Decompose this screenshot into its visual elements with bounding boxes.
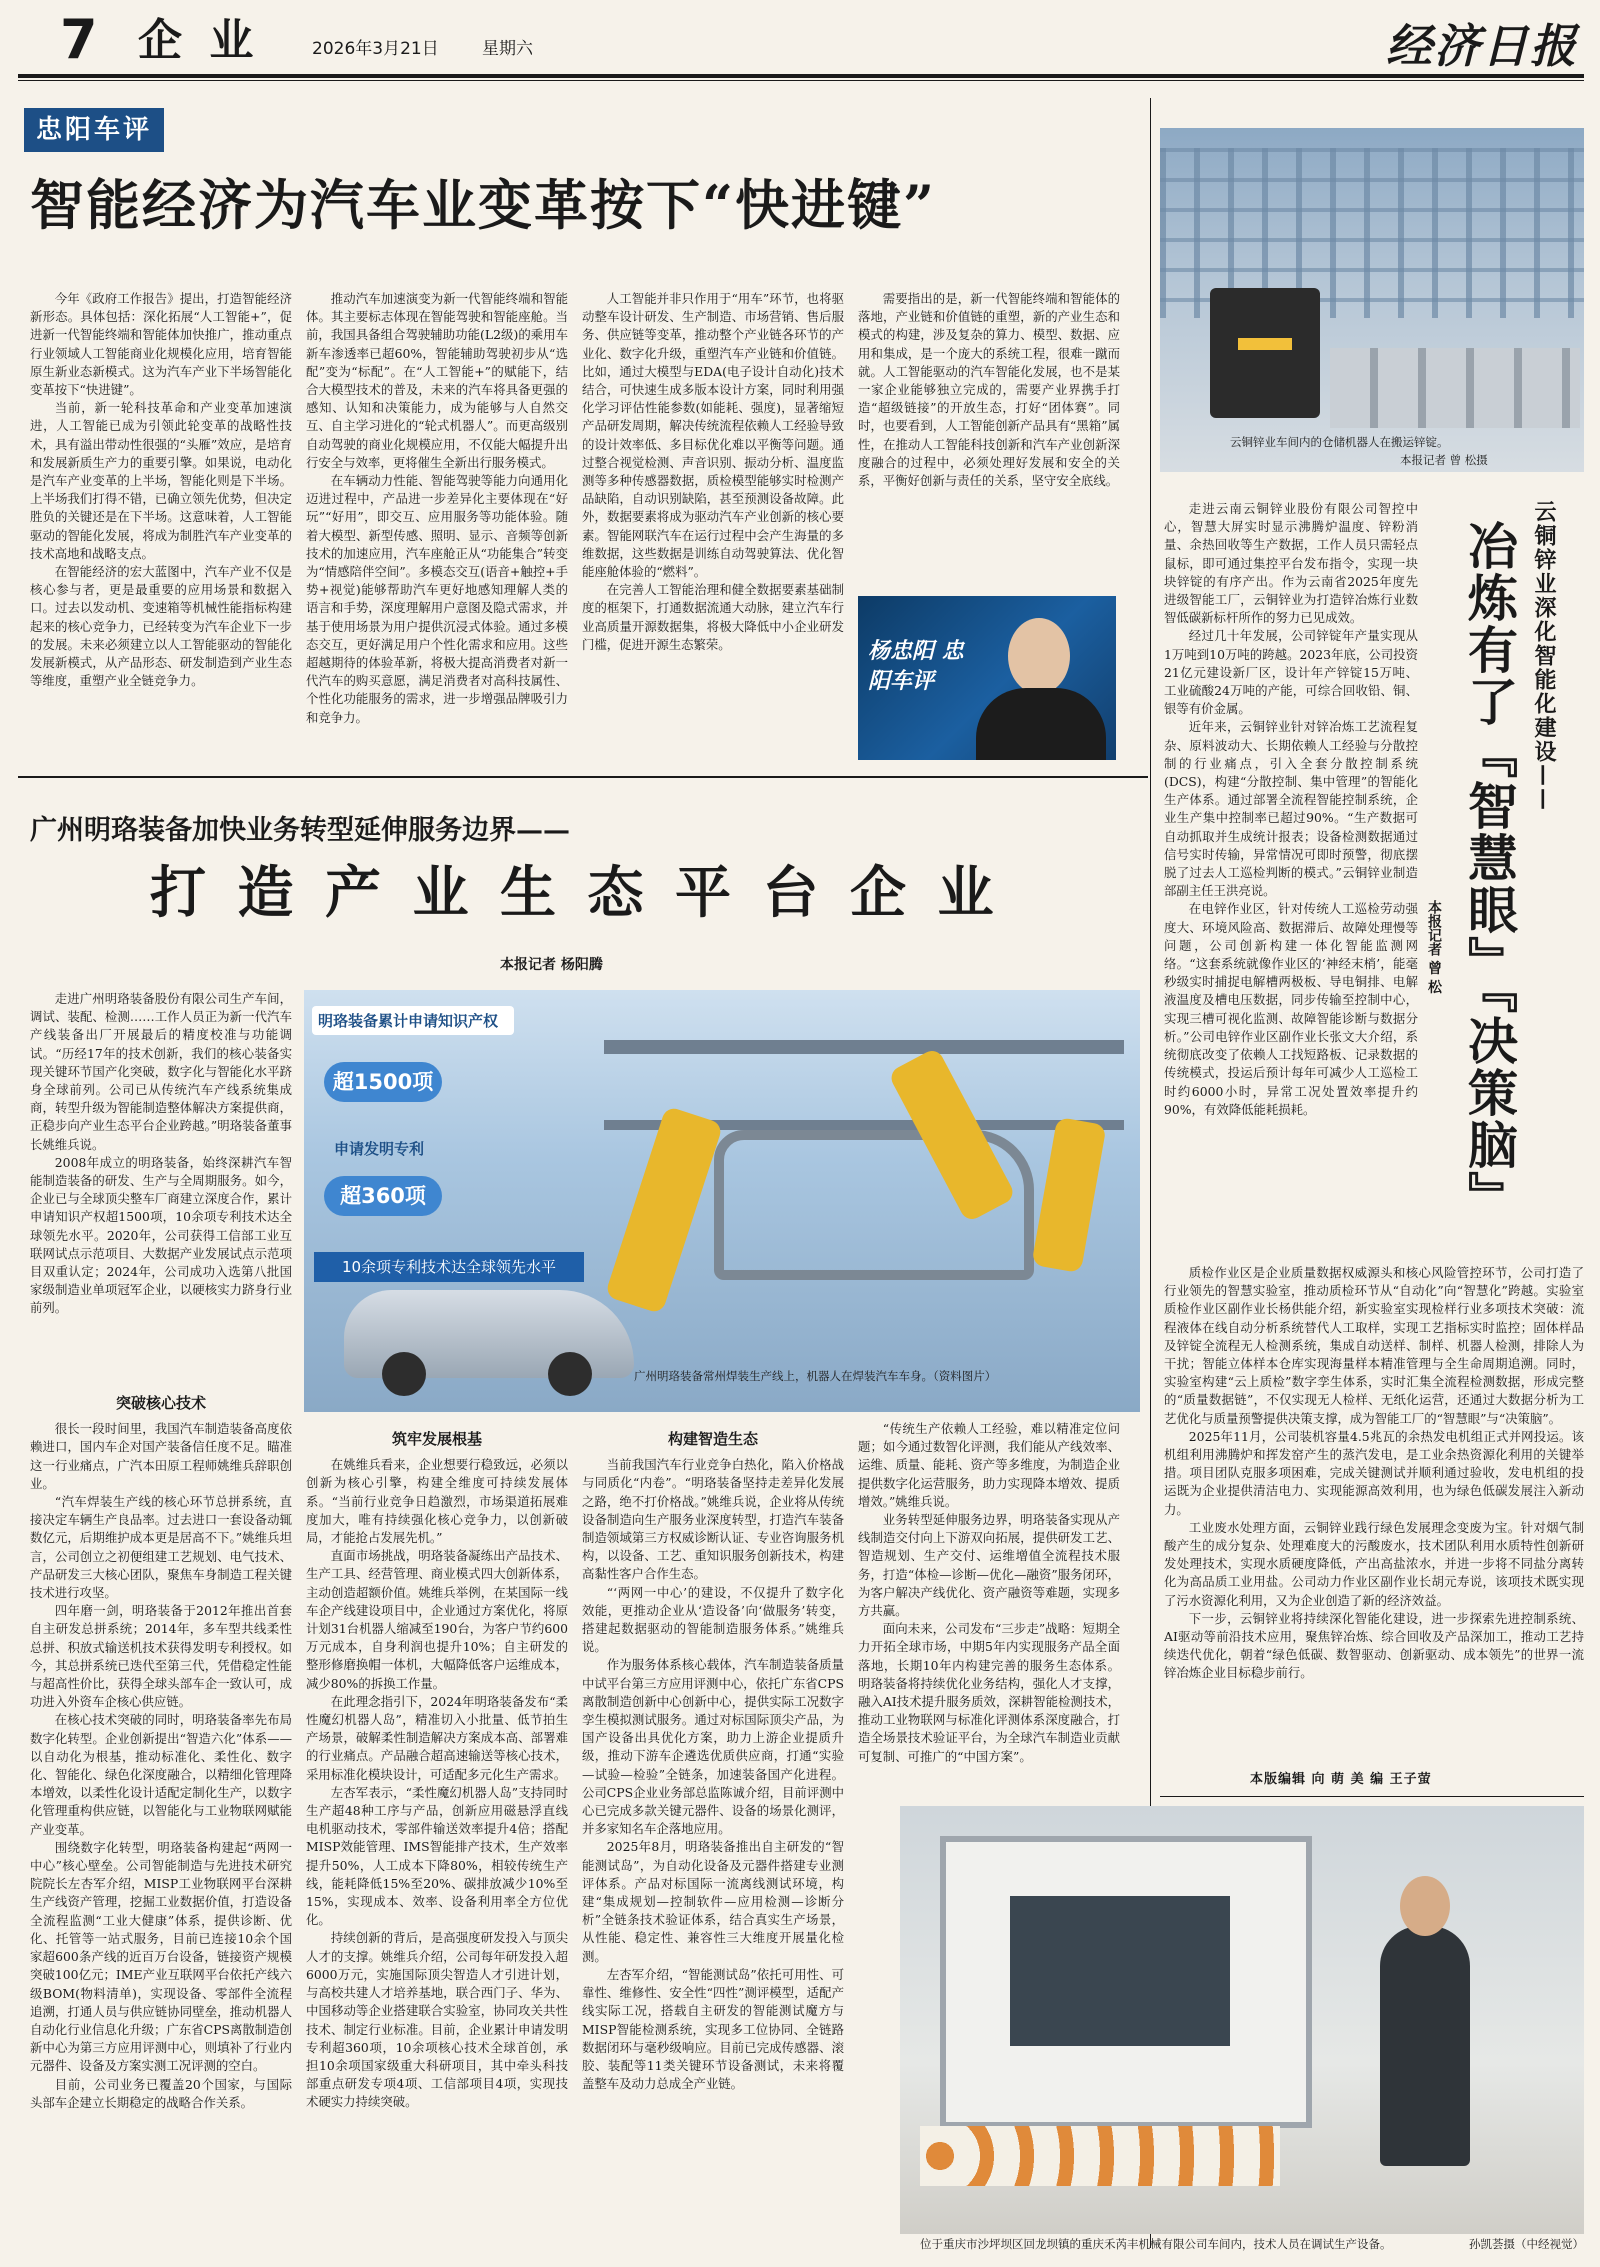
portrait-head [1008, 618, 1070, 694]
zinc-ingot-stacks [1330, 348, 1580, 428]
article2-paragraph: 围绕数字化转型，明珞装备构建起“两网一中心”核心壁垒。公司智能制造与先进技术研究院院长左杏军介绍，MISP工业物联网平台深耕生产线资产管理，挖掘工业数据价值，打造设备全流程监测“工业大健康”体系，提供诊断、优化、托管等一站式服务，目前已连接10余个国家超600条产线的近百万台设备，链接资产规模突破100亿元；IME产业互联网平台依托产线六级BOM(物料清单)，实现设备、零部件全流程追溯，打通人员与供应链协同壁垒，推动机器人自动化行业信息化升级；广东省CPS离散制造创新中心为第三方应用评测中心，则填补了行业内元器件、设备及方案实测工况评测的空白。 [30, 1839, 292, 2074]
robot-arm [1031, 1117, 1106, 1273]
article1-paragraph: 需要指出的是，新一代智能终端和智能体的落地，产业链和价值链的重塑，新的产业生态和模式的构建，涉及复杂的算力、模型、数据、应用和集成，是一个庞大的系统工程，很难一蹴而就。人工智能驱动的汽车智能化发展，也不是某一家企业能够独立完成的，需要产业界携手打造“超级链接”的开放生态，打好“团体赛”。同时，也要看到，人工智能创新产品具有“黑箱”属性，在推动人工智能科技创新和汽车产业创新深度融合的过程中，必须处理好发展和安全的关系，平衡好创新与责任的关系，坚守安全底线。 [858, 291, 1120, 489]
article1-paragraph: 在车辆动力性能、智能驾驶等能力向通用化迈进过程中，产品进一步差异化主要体现在“好玩”“好用”，即交互、应用服务等功能体验。随着大模型、新型传感、照明、显示、音频等创新技术的加速应用，汽车座舱正从“功能集合”转变为“情感陪伴空间”。多模态交互(语音+触控+手势+视觉)能够帮助汽车更好地感知理解人类的语言和手势，深度理解用户意图及隐式需求，并基于使用场景为用户提供沉浸式体验。通过多模态交互，更好满足用户个性化需求和应用。这些超越期待的体验革新，将极大提高消费者对新一代汽车的购买意愿，满足消费者对高科技属性、个性化功能服务的需求，进一步增强品牌吸引力和竞争力。 [306, 473, 568, 725]
article1-paragraph: 推动汽车加速演变为新一代智能终端和智能体。其主要标志体现在智能驾驶和智能座舱。当前，我国具备组合驾驶辅助功能(L2级)的乘用车新车渗透率已超60%，智能辅助驾驶初步从“选配”变为“标配”。在“人工智能+”的赋能下，结合大模型技术的普及，未来的汽车将具备更强的感知、认知和决策能力，成为能够与人自然交互、自主学习进化的“轮式机器人”。而更高级别自动驾驶的商业化规模应用，不仅能大幅提升出行安全与效率，更将催生全新出行服务模式。 [306, 291, 568, 470]
article1-paragraph: 当前，新一轮科技革命和产业变革加速演进，人工智能已成为引领此轮变革的战略性技术，具有溢出带动性很强的“头雁”效应，是培育和发展新质生产力的重要引擎。如果说，电动化是汽车产业变革的上半场，智能化则是下半场。上半场我们打得不错，已确立领先优势，但决定胜负的关键还是在下半场。这意味着，人工智能驱动的智能化发展，将成为制胜汽车产业变革的技术高地和战略支点。 [30, 400, 292, 561]
article3-paragraph: 质检作业区是企业质量数据权威源头和核心风险管控环节，公司打造了行业领先的智慧实验室，推动质检环节从“自动化”向“智慧化”跨越。实验室质检作业区副作业长杨供能介绍，新实验室实现检样行业多项技术突破：流程液体在线自动分析系统替代人工取样，实现工艺指标实时监控；固体样品及锌锭全流程无人检测系统，集成自动送样、制样、机器人检测，排除人为干扰；智能立体样本仓库实现海量样本精准管理与全生命周期追溯。同时，实验室构建“云上质检”数字孪生体系，实时汇集全流程检测数据，形成完整的“质量数据链”，不仅实现无人检样、无纸化运营，还通过大数据分析为工艺优化与质量预警提供决策支撑，成为智能工厂的“智慧眼”与“决策脑”。 [1164, 1265, 1584, 1426]
article3-paragraph: 在电锌作业区，针对传统人工巡检劳动强度大、环境风险高、数据滞后、故障处理慢等问题，公司创新构建一体化智能监测网络。“这套系统就像作业区的‘神经末梢’，能毫秒级实时捕捉电解槽两极板、导电铜排、电解液温度及槽电压数据，同步传输至控制中心，实现三槽可视化监测、故障智能诊断与数据分析。”公司电锌作业区副作业长张文大介绍，系统彻底改变了依赖人工找短路板、记录数据的传统模式，投运后预计每年可减少人工巡检工时约6000小时，异常工况处置效率提升约90%，有效降低能耗损耗。 [1164, 901, 1418, 1117]
article2-column-4 [858, 1420, 1120, 1780]
factory-gantry [604, 1040, 1124, 1054]
press-machine-window [1010, 1896, 1230, 2046]
article3-paragraph: 2025年11月，公司装机容量4.5兆瓦的余热发电机组正式并网投运。该机组利用沸腾炉和挥发窑产生的蒸汽发电，是工业余热资源化利用的关键举措。项目团队克服多项困难，完成关键测试并顺利通过验收，发电机组的投运既为企业提供清洁电力、实现能源高效利用，也为绿色低碳发展注入新动力。 [1164, 1428, 1584, 1517]
newspaper-logo: 经济日报 [1386, 19, 1578, 73]
article3-paragraph: 下一步，云铜锌业将持续深化智能化建设，进一步探索先进控制系统、AI驱动等前沿技术应用，聚焦锌冶炼、综合回收及产品深加工，推动工艺持续迭代优化，朝着“绿色低碳、数智驱动、创新驱动、成本领先”的世界一流锌冶炼企业目标稳步前行。 [1164, 1610, 1584, 1681]
article2-paragraph: 在此理念指引下，2024年明珞装备发布“柔性魔幻机器人岛”，精准切入小批量、低节拍生产场景，破解柔性制造解决方案成本高、部署难的行业痛点。产品融合超高速输送等核心技术，采用标准化模块设计，可适配多元化生产需求。 [306, 1693, 568, 1782]
car-wheel [548, 1352, 592, 1396]
article3-byline: 本报记者 曾 松 [1426, 900, 1442, 994]
article3-paragraph: 经过几十年发展，公司锌锭年产量实现从1万吨到10万吨的跨越。2023年底，公司投资21亿元建设新厂区，设计年产锌锭15万吨、工业硫酸24万吨的产能，可综合回收铅、铜、银等有价金属。 [1164, 628, 1418, 717]
patent-label: 申请发明专利 [334, 1140, 425, 1158]
divider [1160, 1796, 1584, 1797]
article2-paragraph: 在姚维兵看来，企业想要行稳致远，必须以创新为核心引擎，构建全维度可持续发展体系。“当前行业竞争日趋激烈，市场渠道拓展难度加大，唯有持续强化核心竞争力，以创新破局，才能抢占发展先机。” [306, 1457, 568, 1546]
article1-column-1 [30, 290, 292, 760]
masthead [0, 0, 1600, 80]
article3-paragraph: 走进云南云铜锌业股份有限公司智控中心，智慧大屏实时显示沸腾炉温度、锌粉消量、余热回收等生产数据，工作人员只需轻点鼠标，即可通过集控平台发布指令，实现一块块锌锭的有序产出。作为云南省2025年度先进级智能工厂，云铜锌业为打造锌冶炼行业数智低碳新标杆所作的努力已见成效。 [1164, 501, 1418, 626]
article3-vertical-headline: 冶炼有了『智慧眼』『决策脑』 [1460, 520, 1519, 1223]
machinery-photo-caption: 位于重庆市沙坪坝区回龙坝镇的重庆禾芮丰机械有限公司车间内，技术人员在调试生产设备。 [920, 2237, 1392, 2251]
columnist-portrait [858, 596, 1116, 760]
section-title: 突破核心技术 [115, 1394, 206, 1412]
article1-headline: 智能经济为汽车业变革按下“快进键” [30, 173, 937, 237]
feature-photo-caption: 广州明珞装备常州焊装生产线上，机器人在焊装汽车车身。（资料图片） [634, 1369, 997, 1383]
article3-column-1 [1164, 500, 1418, 1260]
technician-head [1400, 1876, 1450, 1936]
article2-headline: 打 造 产 业 生 态 平 台 企 业 [150, 860, 1000, 926]
leading-patents-banner: 10余项专利技术达全球领先水平 [314, 1252, 584, 1282]
article2-paragraph: 四年磨一剑，明珞装备于2012年推出首套自主研发总拼系统；2014年，多车型共线柔性总拼、积放式输送机技术获得发明专利授权。如今，其总拼系统已迭代至第三代，凭借稳定性能与超高性价比，获得全球头部车企一致认可，成功进入外资车企核心供应链。 [30, 1603, 292, 1710]
warehouse-photo-credit: 本报记者 曾 松摄 [1400, 453, 1488, 467]
article2-paragraph: 直面市场挑战，明珞装备凝练出产品技术、生产工具、经营管理、商业模式四大创新体系，主动创造超额价值。姚维兵举例，在某国际一线车企产线建设项目中，企业通过方案优化，将原计划31台机器人缩减至190台，为客户节约600万元成本，自身利润也提升10%；自主研发的整形修磨换帽一体机，大幅降低客户运维成本，减少80%的拆换工作量。 [306, 1548, 568, 1691]
article2-paragraph: 在核心技术突破的同时，明珞装备率先布局数字化转型。企业创新提出“智造六化”体系——以自动化为根基，推动标准化、柔性化、数字化、智能化、绿色化深度融合，以精细化管理降本增效，以柔性化设计适配定制化生产，以数字化管理重构供应链，以智能化与工业物联网赋能产业变革。 [30, 1712, 292, 1837]
article2-column-1 [30, 1384, 292, 2260]
article1-paragraph: 今年《政府工作报告》提出，打造智能经济新形态。具体包括：深化拓展“人工智能+”，促进新一代智能终端和智能体加快推广，推动重点行业领域人工智能商业化规模化应用，培育智能原生新业态新模式。这为汽车产业下半场智能化变革按下“快进键”。 [30, 291, 292, 398]
column-label: 忠阳车评 [35, 115, 152, 145]
machinery-photo [900, 1806, 1584, 2234]
article3-paragraph: 工业废水处理方面，云铜锌业践行绿色发展理念变废为宝。针对烟气制酸产生的成分复杂、处理难度大的污酸废水，技术团队利用水质特性创新研发处理技术，实现水质硬度降低，产出高盐浓水，并进一步将不同盐分离转化为高品质工业用盐。公司动力作业区副作业长胡元寿说，该项技术既实现了污水资源化利用，又为企业创造了新的经济效益。 [1164, 1519, 1584, 1608]
robot-arm [605, 1106, 724, 1315]
masthead-rule-thin [18, 80, 1584, 81]
masthead-rule [18, 74, 1584, 78]
article1-paragraph: 在完善人工智能治理和健全数据要素基础制度的框架下，打通数据流通大动脉，建立汽车行业高质量开源数据集，将极大降低中小企业研发门槛，促进开源生态繁荣。 [582, 582, 844, 652]
technician-figure [1380, 1926, 1470, 2166]
issue-weekday: 星期六 [482, 39, 533, 59]
article2-feature-image [304, 990, 1140, 1412]
article2-paragraph: “‘两网一中心’的建设，不仅提升了数字化效能，更推动企业从‘造设备’向‘做服务’转变，搭建起数据驱动的智能制造服务体系。”姚维兵说。 [582, 1584, 844, 1655]
article3-vertical-kicker: 云铜锌业深化智能化建设—— [1531, 500, 1557, 812]
article1-paragraph: 在智能经济的宏大蓝图中，汽车产业不仅是核心参与者，更是最重要的应用场景和数据入口。过去以发动机、变速箱等机械性能指标构建起来的核心竞争力，已经转变为汽车企业下一步的发展。未来必须建立以人工智能驱动的智能化发展新模式，从产品形态、研发制造到产业生态等维度，重塑产业全链竞争力。 [30, 564, 292, 689]
divider [18, 776, 1148, 778]
warehouse-robot [1210, 288, 1320, 418]
article2-column-3 [582, 1420, 844, 2260]
page-editors: 本版编辑 向 萌 美 编 王子萤 [1250, 1772, 1432, 1787]
machinery-photo-credit: 孙凯荟摄（中经视觉） [1469, 2237, 1584, 2251]
warehouse-photo [1160, 128, 1584, 472]
article2-paragraph: 左杏军表示，“柔性魔幻机器人岛”支持同时生产超48种工序与产品，创新应用磁悬浮直线电机驱动技术，零部件输送效率提升4倍；搭配MISP效能管理、IMS智能排产技术，生产效率提升50%，人工成本下降80%，相较传统生产线，能耗降低15%至20%、碳排放减少10%至15%，实现成本、效率、设备利用率全方位优化。 [306, 1784, 568, 1928]
warehouse-robot-light [1238, 338, 1292, 350]
article1-paragraph: 人工智能并非只作用于“用车”环节，也将驱动整车设计研发、生产制造、市场营销、售后服务、供应链等变革，推动整个产业链各环节的产业化、数字化升级，重塑汽车产业链和价值链。比如，通过大模型与EDA(电子设计自动化)技术结合，可快速生成多版本设计方案，同时利用强化学习评估性能参数(如能耗、强度)，显著缩短产品研发周期，解决传统流程依赖人工经验导致的设计效率低、多目标优化难以平衡等问题。通过整合视觉检测、声音识别、振动分析、温度监测等多种传感器数据，质检模型能够实时检测产品缺陷，自动识别缺陷，甚至预测设备故障。此外，数据要素将成为驱动汽车产业创新的核心要素。智能网联汽车在运行过程中会产生海量的多维数据，这些数据是训练自动驾驶算法、优化智能座舱体验的“燃料”。 [582, 291, 844, 580]
article1-column-3 [582, 290, 844, 760]
article2-paragraph: 2025年8月，明珞装备推出自主研发的“智能测试岛”，为自动化设备及元器件搭建专业测评体系。产品对标国际一流离线测试环境，构建“集成规划—控制软件—应用检测—诊断分析”全链条技术验证体系，结合真实生产场景，从性能、稳定性、兼容性三大维度开展量化检测。 [582, 1839, 844, 1964]
article2-paragraph: 走进广州明珞装备股份有限公司生产车间，调试、装配、检测……工作人员正为新一代汽车产线装备出厂开展最后的精度校准与功能调试。“历经17年的技术创新，我们的核心装备实现关键环节国产化突破，数字化与智能化水平跻身全球前列。公司已从传统汽车产线系统集成商，转型升级为智能制造整体解决方案提供商，正稳步向产业生态平台企业跨越。”明珞装备董事长姚维兵说。 [30, 991, 292, 1152]
patent-value-pill: 超360项 [324, 1176, 442, 1216]
ip-title: 明珞装备累计申请知识产权 [312, 1006, 514, 1035]
article2-intro [30, 990, 292, 1380]
column-label-badge [24, 108, 164, 152]
article2-column-2 [306, 1420, 568, 2260]
article2-paragraph: “汽车焊装生产线的核心环节总拼系统，直接决定车辆生产良品率。过去进口一套设备动辄数亿元，后期维护成本更是居高不下。”姚维兵坦言，公司创立之初便组建工艺规划、电气技术、产品研发三大核心团队，聚焦车身制造工程关键技术进行攻坚。 [30, 1494, 292, 1601]
article3-paragraph: 近年来，云铜锌业针对锌冶炼工艺流程复杂、原料波动大、长期依赖人工经验与分散控制的行业痛点，引入全套分散控制系统(DCS)，构建“分散控制、集中管理”的智能化生产体系。通过部署全流程智能控制系统，企业生产集中控制率已超过90%。“生产数据可自动抓取并生成统计报表；设备检测数据通过信号实时传输，异常情况可即时预警，彻底摆脱了过去人工巡检判断的模式。”云铜锌业制造部副主任王洪亮说。 [1164, 719, 1418, 899]
article2-paragraph: 作为服务体系核心载体，汽车制造装备质量中试平台第三方应用评测中心，依托广东省CPS离散制造创新中心创新中心，提供实际工况数字孪生模拟测试服务。通过对标国际顶尖产品，为国产设备出具优化方案，助力上游企业提质升级，推动下游车企遴选优质供应商，打通“实验—试验—检验”全链条，加速装备国产化进程。公司CPS企业业务部总监陈诚介绍，目前评测中心已完成多款关键元器件、设备的场景化测评，并多家知名车企落地应用。 [582, 1657, 844, 1837]
section-title: 筑牢发展根基 [391, 1430, 482, 1448]
article2-paragraph: 当前我国汽车行业竞争白热化，陷入价格战与同质化“内卷”。“明珞装备坚持走差异化发展之路，绝不打价格战。”姚维兵说，企业将从传统设备制造向生产服务业深度转型，打造汽车装备制造领域第三方权威诊断认证、专业咨询服务机构，以设备、工艺、重知识服务创新技术，构建高黏性客户合作生态。 [582, 1457, 844, 1582]
article2-byline: 本报记者 杨阳腾 [500, 957, 603, 973]
warehouse-photo-caption: 云铜锌业车间内的仓储机器人在搬运锌锭。 [1230, 435, 1449, 449]
article2-paragraph: 左杏军介绍，“智能测试岛”依托可用性、可靠性、维修性、安全性“四性”测评模型，适配产线实际工况，搭载自主研发的智能测试魔方与MISP智能检测系统，实现多工位协同、全链路数据闭环与毫秒级响应。目前已完成传感器、滚胶、装配等11类关键环节设备测试，未来将覆盖整车及动力总成全产业链。 [582, 1966, 844, 2092]
section-name: 企 业 [138, 15, 260, 66]
article2-kicker: 广州明珞装备加快业务转型延伸服务边界—— [30, 815, 570, 846]
issue-date: 2026年3月21日 [312, 39, 439, 59]
portrait-caption: 杨忠阳 忠阳车评 [868, 638, 964, 694]
car-wheel [382, 1352, 426, 1396]
article1-column-4 [858, 290, 1120, 590]
article2-paragraph: “传统生产依赖人工经验，难以精准定位问题；如今通过数智化评测，我们能从产线效率、运维、质量、能耗、资产等多维度，为制造企业提供数字化运营服务，助力实现降本增效、提质增效。”姚维兵说。 [858, 1421, 1120, 1509]
portrait-body [976, 688, 1106, 760]
ip-value-pill: 超1500项 [324, 1062, 442, 1102]
page-number: 7 [60, 8, 98, 71]
article2-paragraph: 面向未来，公司发布“三步走”战略：短期全力开拓全球市场，中期5年内实现服务产品全面落地，长期10年内构建完善的服务生态体系。明珞装备将持续优化业务结构，强化人才支撑，融入AI技术提升服务质效，深耕智能检测技术，推动工业物联网与标准化评测体系深度融合，打造全场景技术验证平台，为全球汽车制造业贡献可复制、可推广的“中国方案”。 [858, 1621, 1120, 1764]
article3-column-2 [1164, 1264, 1584, 1744]
article2-paragraph: 2008年成立的明珞装备，始终深耕汽车智能制造装备的研发、生产与全周期服务。如今，企业已与全球顶尖整车厂商建立深度合作，累计申请知识产权超1500项，10余项专利技术达全球领先水平。2020年，公司获得工信部工业互联网试点示范项目、大数据产业发展试点示范项目双重认定；2024年，公司成功入选第八批国家级制造业单项冠军企业，以硬核实力跻身行业前列。 [30, 1154, 292, 1316]
article2-paragraph: 目前，公司业务已覆盖20个国家，与国际头部车企建立长期稳定的战略合作关系。 [30, 2076, 292, 2110]
article1-column-2 [306, 290, 568, 760]
section-title: 构建智造生态 [667, 1430, 758, 1448]
article2-paragraph: 很长一段时间里，我国汽车制造装备高度依赖进口，国内车企对国产装备信任度不足。瞄准这一行业痛点，广汽本田原工程师姚维兵辞职创业。 [30, 1421, 292, 1491]
parts-tray [920, 2126, 1280, 2186]
article2-paragraph: 持续创新的背后，是高强度研发投入与顶尖人才的支撑。姚维兵介绍，公司每年研发投入超6000万元，实施国际顶尖智造人才引进计划，与高校共建人才培养基地，联合西门子、华为、中国移动等企业搭建联合实验室，协同攻关共性技术、制定行业标准。目前，企业累计申请发明专利超360项，10余项核心技术全球首创，承担10余项国家级重大科研项目，其中牵头科技部重点研发专项4项、工信部项目4项，实现技术硬实力持续突破。 [306, 1930, 568, 2110]
article2-paragraph: 业务转型延伸服务边界，明珞装备实现从产线制造交付向上下游双向拓展，提供研发工艺、智造规划、生产交付、运维增值全流程技术服务，打造“体检—诊断—优化—融资”服务闭环，为客户解决产线优化、资产融资等难题，实现多方共赢。 [858, 1512, 1120, 1619]
